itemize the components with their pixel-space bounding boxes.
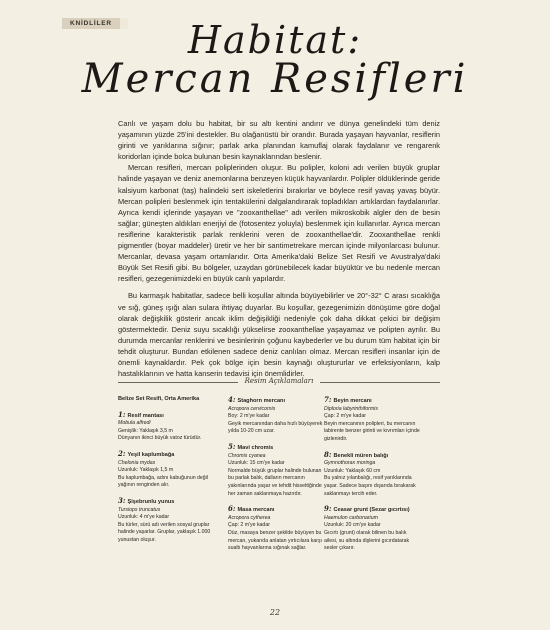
caption-species-name: Yeşil kaplumbağa — [127, 451, 175, 458]
caption-number: 9: — [324, 504, 332, 514]
paragraph: Mercan resifleri, mercan poliplerinden oluşur. Bu polipler, koloni adı verilen büyük gruplar halinde yaşayan ve deniz anemonlarına benzeyen küçük hayvanlardır. Polipler öldüklerinde geride kalsiyum karbonat (taş) halindeki sert iskeletlerini bırakırlar ve böylece resif yavaş yavaş büyür. Mercan polipleri beslenmek için tentakülerini dalgalandırarak topladıkları artıklardan faydalanırlar. Ayrıca kendi içlerinde yaşayan ve "zooxanthellae" adı verilen mikroskobik algler den de besin sağlar; güneşten aldıkları enerjiyi de (fotosentez yoluyla) beslenmek için kullanırlar. Ayrıca mercan resiflerine karakteristik parlak renklerini veren de zooxanthellae'dir. Zooxanthellae renkli pigmentler (boyar maddeler) üretir ve her bir santimetrekare mercan içinde milyonlarcası bulunur. Mercanlar, devasa yaşam ortamlarıdır. Orta Amerika'daki Belize Set Resifi ve Avustralya'daki Büyük Set Resifi gibi. Bu bölgeler, uzaydan görünebilecek kadar büyüktür ve bu nedenle mercan resifleri, gezegenimizdeki en büyük canlı yapılardır. — [118, 163, 440, 284]
caption-number: 2: — [118, 448, 126, 458]
caption-heading — [228, 396, 324, 406]
paragraph: Canlı ve yaşam dolu bu habitat, bir su altı kentini andırır ve dünya genelindeki tüm deniz yaşamının yüzde 25'ini destekler. Bu olağanüstü bir orandır. Burada yaşayan hayvanlar, resiflerin girinti ve yarıklarına sığınır; parlak arka planından kamuflaj olarak faydalanır ve rengarenk koridorları içinde bolca bulunan besin kaynaklarından beslenir. — [118, 119, 440, 162]
caption-line: Uzunluk: 4 m'ye kadar — [118, 514, 170, 521]
caption-entry — [118, 411, 214, 443]
caption-line: Chromis cyanea — [228, 452, 266, 459]
caption-species-name: Beyin mercanı — [333, 398, 372, 404]
caption-species-name: Ceasar grunt (Sezar gıcırtısı) — [333, 507, 410, 514]
caption-number: 6: — [228, 504, 236, 514]
caption-heading — [324, 396, 420, 406]
caption-heading — [118, 497, 214, 507]
caption-species-name: Staghorn mercanı — [237, 398, 286, 404]
caption-entry — [228, 505, 324, 553]
divider — [320, 382, 440, 383]
page-number: 22 — [269, 608, 281, 617]
caption-entry — [324, 451, 420, 499]
caption-line: Çap: 2 m'ye kadar — [324, 413, 366, 420]
caption-line: Gymnothorax moringa — [324, 460, 376, 467]
caption-entry — [118, 497, 214, 545]
caption-entry — [118, 450, 214, 490]
caption-number: 3: — [118, 495, 126, 505]
caption-line: Uzunluk: Yaklaşık 60 cm — [324, 467, 381, 474]
caption-column-3 — [324, 396, 420, 560]
caption-line: Boy: 2 m'ye kadar — [228, 413, 270, 420]
caption-line: Acropora cytherea — [228, 514, 271, 521]
caption-species-name: Mavi chromis — [237, 444, 274, 451]
caption-line: Düz, masaya benzer şekilde büyüyen bu mercan, yukarıda anlatan yırtıcılara karşı sualtı hayvanlarına sığınak sağlar. — [228, 529, 322, 552]
caption-heading — [118, 396, 214, 404]
caption-entry — [324, 396, 420, 444]
caption-line: Mobula alfredi — [118, 420, 151, 427]
caption-column-2 — [228, 396, 324, 560]
caption-entry — [228, 396, 324, 436]
caption-line: Uzunluk: Yaklaşık 1,5 m — [118, 467, 174, 474]
caption-number: 4: — [228, 395, 236, 404]
caption-heading — [228, 505, 324, 515]
captions-title: Resim Açıklamaları — [244, 377, 314, 385]
caption-line: Bu yalnız yılanbalığı, resif yarıklarında yaşar. Sadece başını dışarıda bırakarak saklanmayı tercih eder. — [324, 475, 416, 497]
caption-heading — [324, 451, 420, 461]
page-title-line2: Mercan Resifleri — [81, 56, 469, 102]
caption-species-name: Resif mantası — [127, 412, 164, 419]
caption-line: Normalde büyük gruplar halinde bulunan bu parlak balık, dalların mercanın yakınlarında yaşar ve tehdit hissettiğinde her zaman saklanmaya hazırdır. — [228, 467, 322, 497]
caption-line: Gıcırtı (grunt) olarak bilinen bu balık ailesi, su altında dişlerini gıcırdatarak sesler çıkarır. — [324, 529, 410, 552]
caption-number: 8: — [324, 449, 332, 459]
caption-column-1 — [118, 396, 214, 552]
caption-line: Diploria labyrinthiformis — [324, 405, 378, 412]
caption-line: Haemulon carbonarium — [324, 514, 378, 521]
caption-line: Acropora cervicornis — [228, 405, 276, 412]
captions-header — [118, 376, 440, 388]
page-title-line1: Habitat: — [187, 18, 363, 62]
chapter-tab: KNİDLİLER — [62, 18, 128, 29]
caption-heading — [228, 443, 324, 453]
caption-line: Çap: 2 m'ye kadar — [228, 522, 270, 529]
caption-entry — [324, 505, 420, 553]
caption-line: Bu türler, sürü adı verilen sosyal gruplar halinde yaşarlar. Gruplar, yaklaşık 1.000 yunustan oluşur. — [118, 521, 211, 543]
caption-species-name: Belize Set Resifi, Orta Amerika — [118, 396, 200, 402]
caption-number: 1: — [118, 409, 126, 419]
caption-line: Geyik mercanından daha hızlı büyüyerek yılda 10-20 cm uzar. — [228, 420, 323, 435]
paragraph: Bu karmaşık habitatlar, sadece belli koşullar altında büyüyebilirler ve 20°-32° C arası sıcaklığa ve sığ, güneş ışığı alan sulara ihtiyaç duyarlar. Bu koşullar, gezegenimizin dönüşüme göre doğal olarak değişkilik gösterir ancak iklim değişikliği nedeniyle çok daha dikkat çekici bir değişim göstermektedir. Deniz suyu sıcaklığı yükselirse zooxanthellae yaşayamaz ve polipten ayrılır. Bu durumda mercanlar renklerini ve besinlerinin çoğunu kaybederler ve bu durum tüm habitat için bir tehdit oluşturur. Bundan etkilenen sadece deniz canlıları olmaz. Mercan resifleri insanlar için de önemli kaynaklardır. Pek çok bölge için besin kaynağı oluştururlar ve erfeksiyonların, kalp hastalıklarının ve hatta kanserin tedavisi için önemlidirler. — [118, 291, 440, 379]
caption-species-name: Benekli müren balığı — [333, 452, 389, 459]
caption-entry — [228, 443, 324, 498]
caption-line: Beyin mercanının polipleri, bu mercanın labirente benzer girinti ve kıvrımları içinde gizlenirdir. — [324, 420, 420, 442]
caption-line: Uzunluk: 15 cm'ye kadar — [228, 460, 285, 467]
caption-heading — [324, 505, 420, 515]
caption-line: Uzunluk: 20 cm'ye kadar — [324, 522, 381, 529]
main-article — [118, 118, 440, 379]
caption-line: Bu kaplumbağa, adını kabuğunun değil yağının renginden alır. — [118, 474, 208, 489]
caption-line: Genişlik: Yaklaşık 3,5 m — [118, 427, 173, 434]
caption-number: 7: — [324, 395, 332, 404]
caption-line: Tursiops truncatus — [118, 506, 161, 513]
caption-species-name: Masa mercanı — [237, 507, 275, 514]
caption-entry — [118, 396, 214, 404]
caption-species-name: Şişebrunlu yunus — [127, 498, 175, 505]
caption-heading — [118, 411, 214, 421]
caption-line: Chelonia mydas — [118, 459, 156, 466]
caption-line: Dünyanın ikinci büyük vatoz türüdür. — [118, 435, 202, 442]
caption-heading — [118, 450, 214, 460]
caption-number: 5: — [228, 441, 236, 451]
